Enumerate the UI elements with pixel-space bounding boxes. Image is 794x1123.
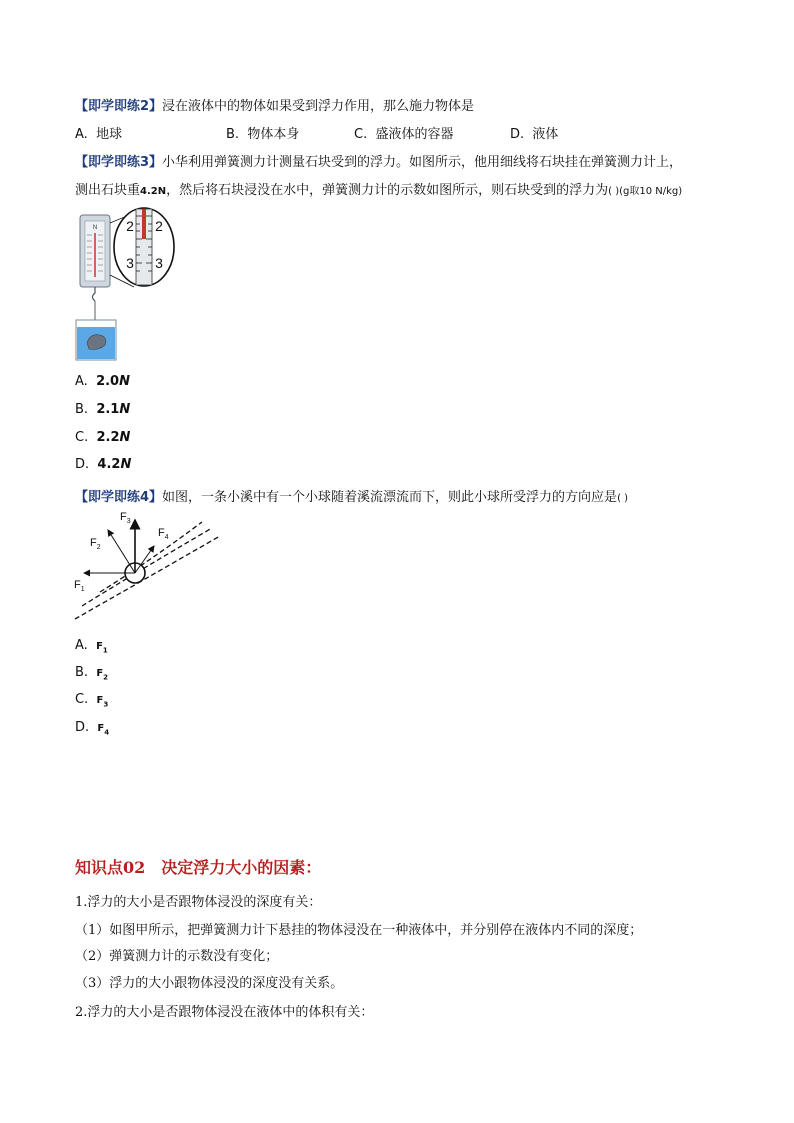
zoom-mark-2-left: 2 — [126, 218, 134, 234]
q4-option-d[interactable] — [75, 720, 109, 737]
option-value: 2.2 — [96, 430, 120, 445]
option-letter: D. — [75, 457, 90, 472]
option-letter: B. — [226, 127, 240, 142]
q3-stem-line1 — [75, 151, 682, 170]
option-text: 地球 — [96, 127, 123, 142]
q3-tag: 【即学即练3】 — [75, 155, 163, 170]
option-value: 2.0 — [96, 374, 120, 389]
option-text: F — [96, 641, 103, 652]
option-text: 盛液体的容器 — [375, 127, 454, 142]
option-letter: B. — [75, 665, 89, 680]
q3-stem-line2 — [75, 179, 682, 198]
answer-blank: ( ) — [617, 493, 629, 504]
scale-zoom-inset — [112, 206, 176, 288]
option-value: 2.1 — [96, 402, 120, 417]
force-label-f3: $F_3$ — [120, 511, 131, 525]
q3-stem-text: ，然后将石块浸没在水中，弹簧测力计的示数如图所示，则石块受到的浮力为 — [166, 183, 609, 198]
section-line-4: （3）浮力的大小跟物体浸没的深度没有关系。 — [75, 976, 344, 991]
option-letter: A. — [75, 374, 88, 389]
option-unit: N — [119, 430, 131, 445]
q2-stem: 浸在液体中的物体如果受到浮力作用，那么施力物体是 — [162, 99, 475, 114]
q3-stem-text: 测出石块重 — [75, 183, 141, 198]
section-line-2: （1）如图甲所示，把弹簧测力计下悬挂的物体浸没在一种液体中，并分别停在液体内不同的深度； — [75, 923, 643, 938]
zoom-mark-3-left: 3 — [126, 255, 134, 271]
q2-option-c[interactable] — [354, 123, 454, 142]
stream-bank-upper — [100, 522, 202, 592]
section-line-3: （2）弹簧测力计的示数没有变化； — [75, 949, 279, 964]
scale-hook — [93, 287, 96, 301]
option-unit: N — [119, 374, 130, 389]
q3-stem-text: 小华利用弹簧测力计测量石块受到的浮力。如图所示，他用细线将石块挂在弹簧测力计上， — [162, 155, 683, 170]
zoom-pointer — [142, 209, 146, 239]
force-label-f1: $F_1$ — [74, 579, 85, 593]
option-letter: A. — [75, 638, 88, 653]
stream-bank-middle — [82, 528, 212, 606]
q4-option-a[interactable] — [75, 638, 108, 655]
q3-option-d[interactable] — [75, 457, 131, 472]
option-unit: N — [119, 402, 131, 417]
q3-weight-value: 4.2N — [140, 186, 167, 197]
scale-unit-label: N — [92, 225, 98, 231]
force-arrow-f2 — [108, 530, 135, 573]
option-letter: C. — [354, 127, 368, 142]
option-text: F — [97, 723, 105, 734]
q2-option-a[interactable] — [75, 123, 122, 142]
q3-option-a[interactable] — [75, 374, 130, 389]
section-line-1: 1.浮力的大小是否跟物体浸没的深度有关： — [75, 895, 322, 910]
option-text: F — [96, 668, 104, 679]
answer-blank: ( ) — [608, 186, 620, 197]
section-title: 知识点02 决定浮力大小的因素： — [75, 858, 322, 877]
option-letter: C. — [75, 430, 89, 445]
option-letter: D. — [75, 720, 90, 735]
section-line-5: 2.浮力的大小是否跟物体浸没在液体中的体积有关： — [75, 1005, 374, 1020]
q4-stem-text: 如图，一条小溪中有一个小球随着溪流漂流而下，则此小球所受浮力的方向应是 — [162, 490, 618, 505]
zoom-mark-2-right: 2 — [155, 218, 163, 234]
q3-option-c[interactable] — [75, 430, 130, 445]
option-text: 液体 — [532, 127, 559, 142]
q4-option-c[interactable] — [75, 692, 108, 709]
option-unit: N — [120, 457, 132, 472]
option-value: 4.2 — [97, 457, 121, 472]
q4-stem-line — [75, 486, 628, 505]
option-letter: D. — [510, 127, 525, 142]
option-letter: B. — [75, 402, 89, 417]
q3-option-b[interactable] — [75, 402, 130, 417]
zoom-mark-3-right: 3 — [155, 255, 163, 271]
q2-option-b[interactable] — [226, 123, 299, 142]
option-subscript: 3 — [103, 700, 109, 709]
option-subscript: 4 — [104, 728, 110, 737]
q4-tag: 【即学即练4】 — [75, 490, 163, 505]
stream-force-figure — [70, 506, 230, 626]
q2-option-d[interactable] — [510, 123, 558, 142]
option-subscript: 1 — [102, 646, 108, 655]
q2-tag: 【即学即练2】 — [75, 99, 163, 114]
option-letter: A. — [75, 127, 88, 142]
q4-option-b[interactable] — [75, 665, 108, 682]
q2-stem-line — [75, 95, 474, 114]
force-label-f2: $F_2$ — [90, 537, 101, 551]
option-letter: C. — [75, 692, 89, 707]
option-text: 物体本身 — [247, 127, 300, 142]
q3-given: (g取10 N/kg) — [619, 186, 683, 197]
option-subscript: 2 — [103, 673, 109, 682]
option-text: F — [96, 695, 104, 706]
force-label-f4: $F_4$ — [158, 527, 169, 541]
